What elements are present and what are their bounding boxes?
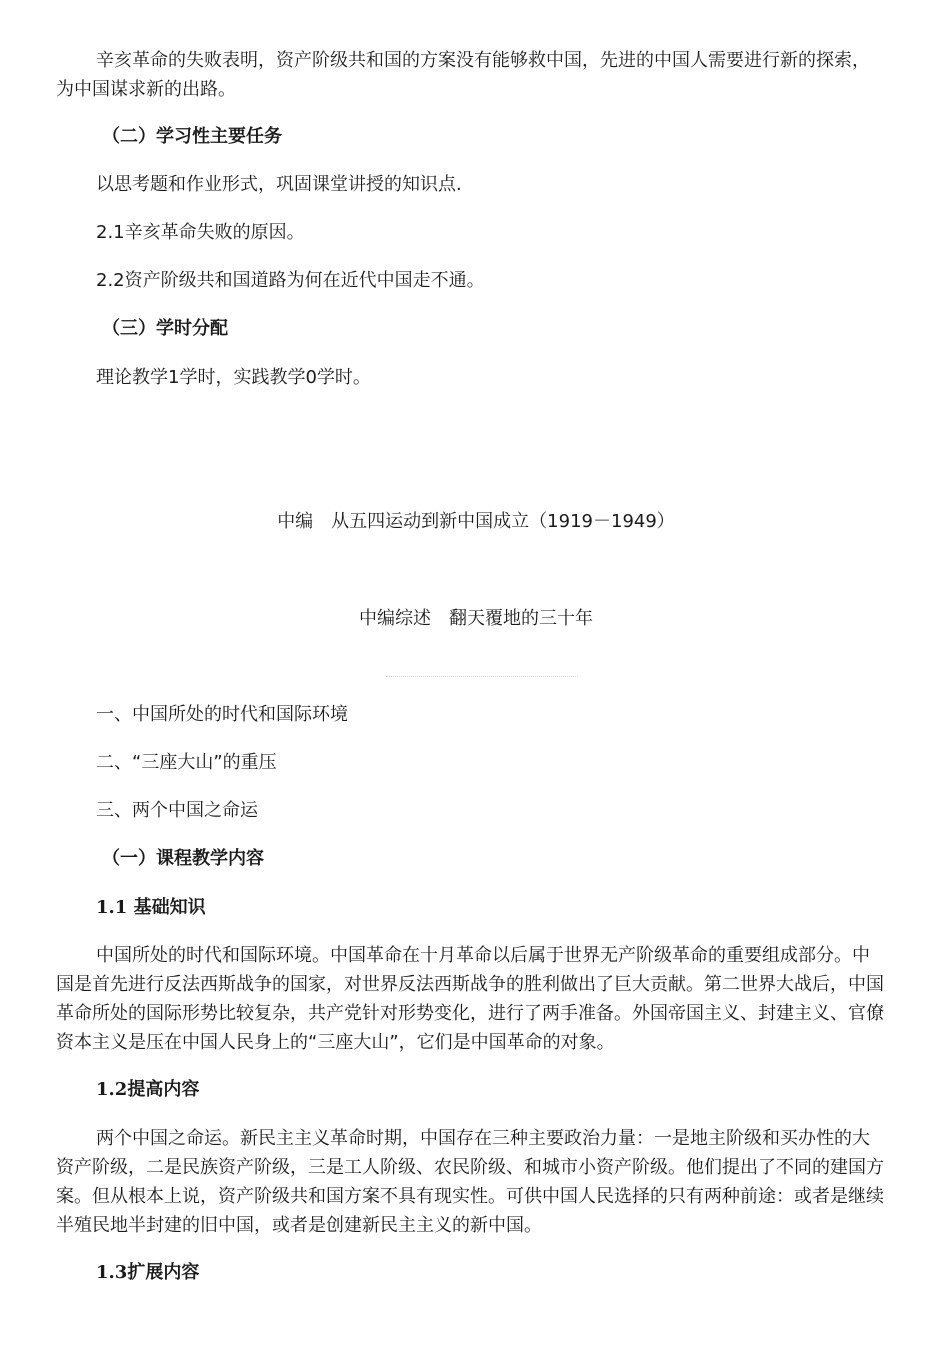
heading-extended-content: 1.3扩展内容 [96, 1262, 200, 1283]
question-2-2: 2.2资产阶级共和国道路为何在近代中国走不通。 [96, 270, 485, 291]
outline-item-3: 三、两个中国之命运 [96, 800, 258, 821]
paragraph-revolution-failure: 辛亥革命的失败表明，资产阶级共和国的方案没有能够救中国，先进的中国人需要进行新的探索，为中国谋求新的出路。 [56, 50, 870, 100]
heading-study-tasks: （二）学习性主要任务 [102, 126, 282, 147]
heading-course-content: （一）课程教学内容 [102, 848, 264, 869]
outline-item-1: 一、中国所处的时代和国际环境 [96, 704, 348, 725]
heading-advanced-content: 1.2提高内容 [96, 1079, 200, 1100]
study-tasks-intro: 以思考题和作业形式，巩固课堂讲授的知识点. [96, 174, 462, 195]
outline-item-2: 二、“三座大山”的重压 [96, 752, 277, 773]
heading-basic-knowledge: 1.1 基础知识 [96, 897, 206, 918]
hours-allocation-text: 理论教学1学时，实践教学0学时。 [96, 367, 371, 388]
heading-hours-allocation: （三）学时分配 [102, 318, 228, 339]
dotted-divider [386, 676, 578, 677]
part-title: 中编 从五四运动到新中国成立（1919－1949） [277, 511, 675, 532]
overview-title: 中编综述 翻天覆地的三十年 [359, 608, 593, 629]
paragraph-advanced-content: 两个中国之命运。新民主主义革命时期，中国存在三种主要政治力量：一是地主阶级和买办性的大资产阶级，二是民族资产阶级，三是工人阶级、农民阶级、和城市小资产阶级。他们提出了不同的建国方案。但从根本上说，资产阶级共和国方案不具有现实性。可供中国人民选择的只有两种前途：或者是继续半殖民地半封建的旧中国，或者是创建新民主主义的新中国。 [56, 1128, 884, 1236]
question-2-1: 2.1辛亥革命失败的原因。 [96, 222, 305, 243]
paragraph-basic-knowledge: 中国所处的时代和国际环境。中国革命在十月革命以后属于世界无产阶级革命的重要组成部分。中国是首先进行反法西斯战争的国家，对世界反法西斯战争的胜利做出了巨大贡献。第二世界大战后，中国革命所处的国际形势比较复杂，共产党针对形势变化，进行了两手准备。外国帝国主义、封建主义、官僚资本主义是压在中国人民身上的“三座大山”，它们是中国革命的对象。 [56, 945, 884, 1053]
